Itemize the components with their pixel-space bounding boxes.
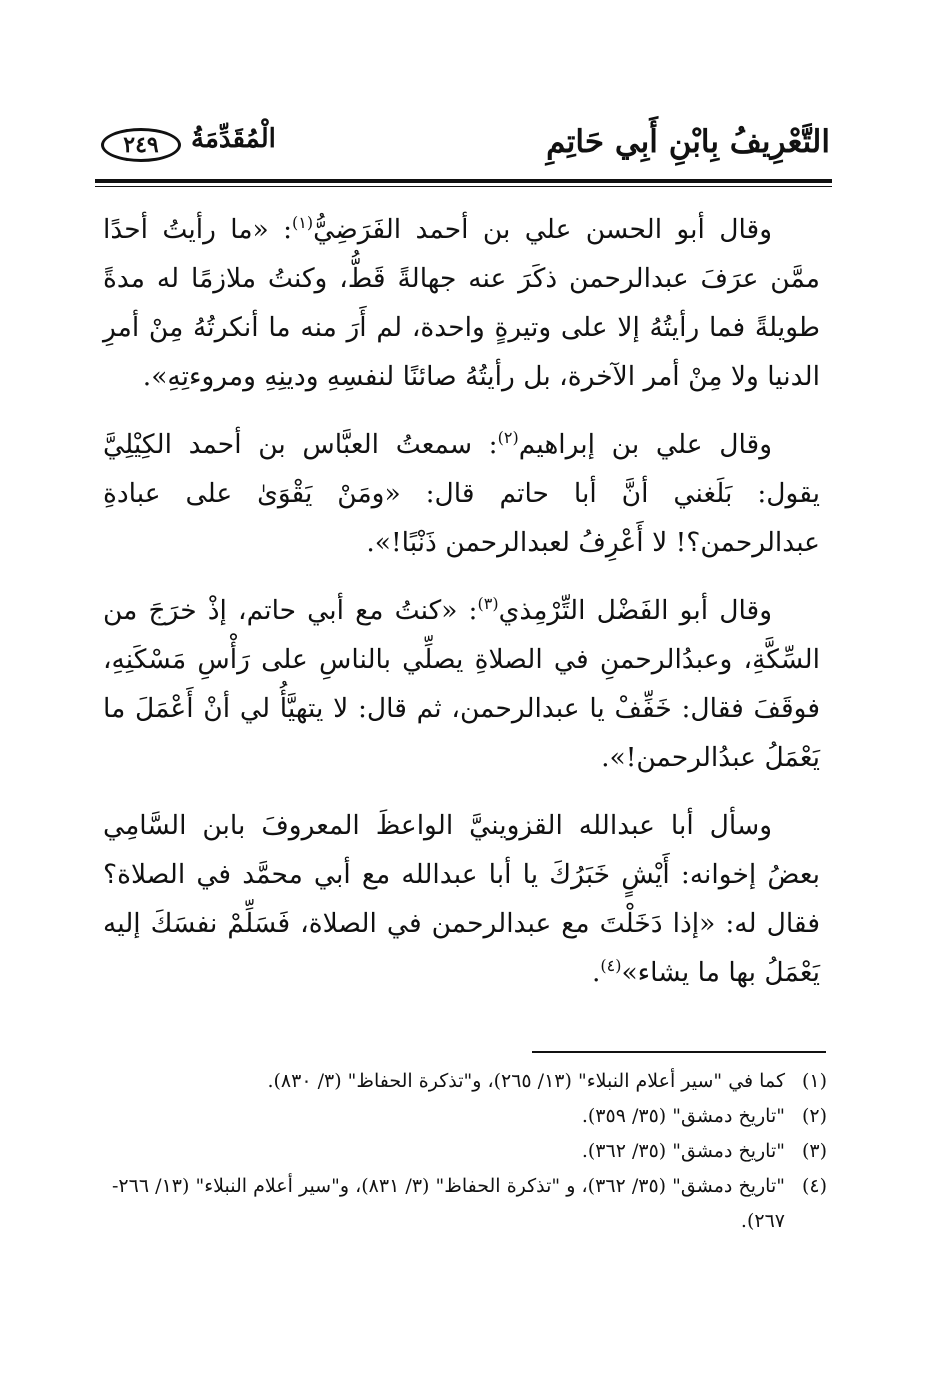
footnote xyxy=(112,1064,827,1099)
footnote xyxy=(112,1099,827,1134)
paragraph xyxy=(103,205,820,401)
main-text xyxy=(103,205,820,997)
page-number: ٢٤٩ xyxy=(101,128,181,162)
footnotes xyxy=(112,1064,827,1239)
paragraph xyxy=(103,420,820,567)
paragraph-text: . xyxy=(591,957,601,988)
footnote-text: كما في "سير أعلام النبلاء" (١٣/ ٢٦٥)، و"تذكرة الحفاظ" (٣/ ٨٣٠). xyxy=(267,1070,785,1092)
footnote-text: "تاريخ دمشق" (٣٥/ ٣٥٩). xyxy=(581,1105,785,1127)
paragraph-text: وقال أبو الحسن علي بن أحمد الفَرَضِيُّ xyxy=(313,214,772,245)
header-rule-thin xyxy=(95,186,832,187)
footnote-reference: (٤) xyxy=(600,956,622,975)
footnote-number: (٢) xyxy=(801,1105,827,1127)
footnote-reference: (١) xyxy=(292,213,314,232)
footnote-number: (١) xyxy=(801,1070,827,1092)
book-title: التَّعْرِيفُ بِابْنِ أَبِي حَاتِمِ xyxy=(546,124,830,160)
footnote xyxy=(112,1134,827,1169)
paragraph xyxy=(103,586,820,782)
footnote xyxy=(112,1169,827,1239)
footnote-number: (٣) xyxy=(801,1140,827,1162)
footnote-number: (٤) xyxy=(801,1175,827,1197)
footnote-reference: (٣) xyxy=(477,594,499,613)
footnote-text: "تاريخ دمشق" (٣٥/ ٣٦٢). xyxy=(581,1140,785,1162)
paragraph-text: وقال علي بن إبراهيم xyxy=(518,429,772,460)
paragraph-text: وسأل أبا عبدالله القزوينيَّ الواعظَ المعروفَ بابن السَّامِي بعضُ إخوانه: أَيْشٍ خَبَرُكَ يا أبا عبدالله مع أبي محمَّد في الصلاة؟ فقال له: «إذا دَخَلْتَ مع عبدالرحمن في الصلاة، فَسَلِّمْ نفسَكَ إليه يَعْمَلُ بها ما يشاء» xyxy=(103,810,820,988)
paragraph-text: : «كنتُ مع أبي حاتم، إذْ خرَجَ من السِّكَّةِ، وعبدُالرحمنِ في الصلاةِ يصلِّي بالناسِ على رَأْسِ مَسْكَنِهِ، فوقَفَ فقال: خَفِّفْ يا عبدالرحمن، ثم قال: لا يتهيَّأُ لي أنْ أَعْمَلَ ما يَعْمَلُ عبدُالرحمن!». xyxy=(103,595,820,773)
footnote-separator xyxy=(532,1051,826,1053)
footnote-reference: (٢) xyxy=(497,428,519,447)
paragraph-text: وقال أبو الفَضْل التِّرْمِذي xyxy=(498,595,772,626)
paragraph xyxy=(103,801,820,997)
footnote-text: "تاريخ دمشق" (٣٥/ ٣٦٢)، و "تذكرة الحفاظ" (٣/ ٨٣١)، و"سير أعلام النبلاء" (١٣/ ٢٦٦- ٢٦٧). xyxy=(112,1175,786,1232)
paragraph-text: : سمعتُ العبَّاس بن أحمد الكِيْلِيَّ يقول: بَلَغني أنَّ أبا حاتم قال: «ومَنْ يَقْوَىٰ على عبادةِ عبدالرحمن؟! لا أَعْرِفُ لعبدالرحمن ذَنْبًا!». xyxy=(103,429,820,558)
header-rule xyxy=(95,179,832,183)
section-title: الْمُقَدِّمَةُ xyxy=(191,124,276,154)
paragraph-text: : «ما رأيتُ أحدًا ممَّن عرَفَ عبدالرحمن ذكَرَ عنه جهالةً قَطُّ، وكنتُ ملازمًا له مدةً طويلةً فما رأيتُهُ إلا على وتيرةٍ واحدة، لم أَرَ منه ما أنكرتُهُ مِنْ أمرِ الدنيا ولا مِنْ أمر الآخرة، بل رأيتُهُ صائنًا لنفسِهِ ودينِهِ ومروءتِهِ». xyxy=(103,214,820,392)
running-header xyxy=(95,118,830,180)
